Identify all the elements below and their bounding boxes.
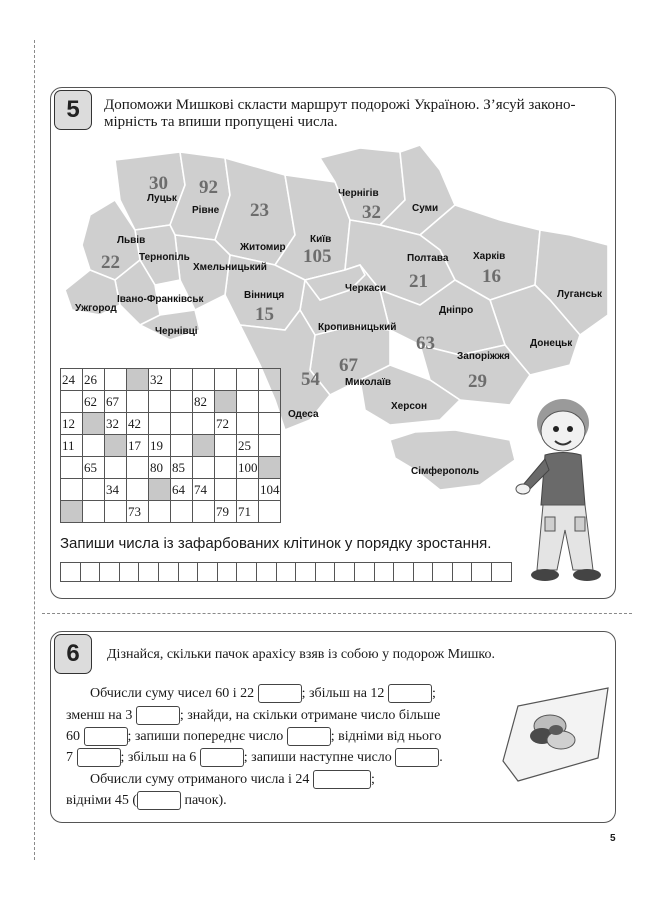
city-mykolaiv: Миколаїв — [345, 377, 392, 388]
grid-row — [61, 457, 281, 479]
city-zhytomyr: Житомир — [240, 242, 286, 253]
grid-cell[interactable] — [171, 501, 193, 523]
grid-cell[interactable] — [149, 413, 171, 435]
grid-cell: 80 — [149, 457, 171, 479]
grid-row — [61, 369, 281, 391]
answer-box[interactable] — [256, 562, 277, 582]
answer-box[interactable] — [99, 562, 120, 582]
grid-cell-shaded[interactable] — [259, 457, 281, 479]
task6-line1 — [66, 683, 491, 704]
grid-cell[interactable] — [237, 391, 259, 413]
grid-row — [61, 413, 281, 435]
answer-box[interactable] — [354, 562, 375, 582]
answer-box[interactable] — [158, 562, 179, 582]
city-poltava: Полтава — [407, 253, 449, 264]
region-number-mykolaiv: 67 — [339, 355, 358, 376]
grid-cell-shaded[interactable] — [105, 435, 127, 457]
answer-box[interactable] — [413, 562, 434, 582]
city-vinnytsia: Вінниця — [244, 290, 285, 301]
region-number-zhytomyr: 23 — [250, 200, 269, 221]
city-khmelnytskyi: Хмельницький — [193, 262, 267, 273]
city-lviv: Львів — [117, 235, 146, 246]
task6-number-badge: 6 — [54, 634, 92, 674]
region-number-zaporizhzhia: 29 — [468, 371, 487, 392]
task6-line4-text-a: 7 — [66, 750, 73, 765]
grid-cell[interactable] — [83, 479, 105, 501]
answer-box-packs[interactable] — [137, 791, 181, 810]
grid-cell: 73 — [127, 501, 149, 523]
task6-line3-text-b: ; запиши попереднє число — [127, 729, 284, 744]
grid-cell: 62 — [83, 391, 105, 413]
city-ivano-frankivsk: Івано-Франківськ — [117, 294, 204, 305]
grid-cell[interactable] — [259, 413, 281, 435]
grid-cell: 79 — [215, 501, 237, 523]
grid-cell: 32 — [149, 369, 171, 391]
city-kherson: Херсон — [391, 401, 428, 412]
answer-boxes-row — [60, 562, 511, 582]
answer-box-subtract[interactable] — [77, 748, 121, 767]
city-lutsk: Луцьк — [147, 193, 177, 204]
region-number-kharkiv: 16 — [482, 266, 501, 287]
task6-line6-text-b: пачок). — [184, 793, 227, 808]
answer-box[interactable] — [432, 562, 453, 582]
region-number-kyiv: 105 — [303, 246, 332, 267]
region-number-dnipro: 63 — [416, 333, 435, 354]
task6-line6-text-a: відніми 45 ( — [66, 793, 138, 808]
task6-line1-text-b: ; збільш на 12 — [301, 686, 385, 701]
grid-cell: 72 — [215, 413, 237, 435]
grid-cell[interactable] — [83, 501, 105, 523]
grid-cell[interactable] — [237, 413, 259, 435]
task6-line4-text-c: ; запиши наступне число — [243, 750, 392, 765]
city-uzhhorod: Ужгород — [75, 303, 117, 314]
grid-cell[interactable] — [171, 369, 193, 391]
city-dnipro: Дніпро — [439, 305, 474, 316]
task6-line5 — [66, 769, 491, 790]
section-divider — [42, 613, 632, 614]
task6-line5-text-b: ; — [370, 772, 375, 787]
grid-cell[interactable] — [105, 501, 127, 523]
grid-cell[interactable] — [193, 413, 215, 435]
grid-cell[interactable] — [171, 435, 193, 457]
grid-cell: 17 — [127, 435, 149, 457]
answer-box[interactable] — [315, 562, 336, 582]
answer-box[interactable] — [393, 562, 414, 582]
grid-cell[interactable] — [105, 457, 127, 479]
grid-cell: 19 — [149, 435, 171, 457]
answer-box[interactable] — [452, 562, 473, 582]
task6-title: Дізнайся, скільки пачок арахісу взяв із собою у подорож Мишко. — [107, 647, 495, 662]
grid-row — [61, 435, 281, 457]
city-ternopil: Тернопіль — [139, 252, 190, 263]
grid-cell-shaded[interactable] — [83, 413, 105, 435]
city-donetsk: Донецьк — [530, 338, 573, 349]
city-kropyvnytskyi: Кропивницький — [318, 322, 397, 333]
task6-line1-text-c: ; — [431, 686, 436, 701]
grid-cell[interactable] — [215, 479, 237, 501]
region-number-chernihiv: 32 — [362, 202, 381, 223]
grid-cell[interactable] — [127, 479, 149, 501]
answer-box[interactable] — [217, 562, 238, 582]
answer-box[interactable] — [119, 562, 140, 582]
answer-box[interactable] — [374, 562, 395, 582]
answer-box-previous[interactable] — [287, 727, 331, 746]
city-chernivtsi: Чернівці — [155, 326, 198, 337]
grid-cell-shaded[interactable] — [193, 435, 215, 457]
task6-line6 — [66, 790, 491, 811]
city-simferopol: Сімферополь — [411, 466, 480, 477]
task6-line3 — [66, 726, 491, 747]
grid-cell: 100 — [237, 457, 259, 479]
grid-cell[interactable] — [259, 369, 281, 391]
answer-box[interactable] — [276, 562, 297, 582]
grid-cell[interactable] — [127, 457, 149, 479]
answer-box[interactable] — [236, 562, 257, 582]
answer-box[interactable] — [491, 562, 512, 582]
grid-cell-shaded[interactable] — [127, 369, 149, 391]
answer-box-next[interactable] — [395, 748, 439, 767]
grid-cell[interactable] — [259, 435, 281, 457]
grid-row — [61, 501, 281, 523]
task6-line4-text-b: ; збільш на 6 — [120, 750, 197, 765]
task5-number-badge: 5 — [54, 90, 92, 130]
task6-line1-text-a: Обчисли суму чисел 60 і 22 — [90, 686, 255, 701]
task6-line2 — [66, 705, 491, 726]
region-number-odesa: 54 — [301, 369, 320, 390]
grid-cell: 26 — [83, 369, 105, 391]
region-number-vinnytsia: 15 — [255, 304, 274, 325]
task6-line3-text-a: 60 — [66, 729, 80, 744]
grid-cell[interactable] — [215, 435, 237, 457]
grid-cell: 24 — [61, 369, 83, 391]
number-grid — [60, 368, 281, 523]
answer-box[interactable] — [295, 562, 316, 582]
peanut-bag-illustration — [498, 686, 614, 786]
task6-line3-text-c: ; відніми від нього — [330, 729, 442, 744]
answer-box-sum-24[interactable] — [313, 770, 371, 789]
region-number-volyn: 30 — [149, 173, 168, 194]
answer-box-difference[interactable] — [84, 727, 128, 746]
city-luhansk: Луганськ — [557, 289, 603, 300]
answer-box[interactable] — [80, 562, 101, 582]
grid-cell[interactable] — [215, 457, 237, 479]
grid-cell: 42 — [127, 413, 149, 435]
grid-cell-shaded[interactable] — [215, 391, 237, 413]
grid-cell-shaded[interactable] — [61, 501, 83, 523]
grid-cell: 64 — [171, 479, 193, 501]
grid-cell[interactable] — [237, 479, 259, 501]
task6-line5-text-a: Обчисли суму отриманого числа і 24 — [90, 772, 310, 787]
grid-cell: 67 — [105, 391, 127, 413]
city-rivne: Рівне — [192, 205, 220, 216]
grid-cell[interactable] — [215, 369, 237, 391]
grid-cell[interactable] — [193, 501, 215, 523]
grid-cell: 71 — [237, 501, 259, 523]
region-crimea — [390, 430, 515, 490]
region-number-poltava: 21 — [409, 271, 428, 292]
grid-cell: 104 — [259, 479, 281, 501]
grid-cell: 82 — [193, 391, 215, 413]
grid-cell-shaded[interactable] — [149, 479, 171, 501]
grid-cell[interactable] — [259, 391, 281, 413]
grid-cell: 25 — [237, 435, 259, 457]
task6-line4 — [66, 747, 491, 768]
answer-box-sum[interactable] — [258, 684, 302, 703]
grid-cell[interactable] — [259, 501, 281, 523]
grid-cell[interactable] — [127, 391, 149, 413]
grid-cell[interactable] — [105, 369, 127, 391]
grid-cell: 74 — [193, 479, 215, 501]
boy-illustration — [515, 395, 615, 585]
grid-cell: 32 — [105, 413, 127, 435]
answer-box-increase-6[interactable] — [200, 748, 244, 767]
answer-box[interactable] — [60, 562, 81, 582]
answer-box[interactable] — [334, 562, 355, 582]
grid-cell: 34 — [105, 479, 127, 501]
region-number-rivne: 92 — [199, 177, 218, 198]
task5-text-line2: мірність та впиши пропущені числа. — [104, 114, 338, 130]
grid-cell[interactable] — [61, 391, 83, 413]
task5-instruction: Запиши числа із зафарбованих клітинок у порядку зростання. — [60, 535, 492, 552]
grid-row — [61, 479, 281, 501]
answer-box-decrease-3[interactable] — [136, 706, 180, 725]
answer-box[interactable] — [178, 562, 199, 582]
grid-cell[interactable] — [193, 369, 215, 391]
grid-cell[interactable] — [171, 391, 193, 413]
task6-line4-text-d: . — [439, 750, 443, 765]
grid-cell: 85 — [171, 457, 193, 479]
grid-cell: 11 — [61, 435, 83, 457]
grid-cell: 65 — [83, 457, 105, 479]
grid-cell[interactable] — [61, 457, 83, 479]
city-cherkasy: Черкаси — [345, 283, 386, 294]
task5-text-line1: Допоможи Мишкові скласти маршрут подорожі Україною. З’ясуй законо- — [104, 97, 576, 113]
answer-box-increase-12[interactable] — [388, 684, 432, 703]
city-odesa: Одеса — [288, 409, 319, 420]
answer-box[interactable] — [138, 562, 159, 582]
margin-line — [34, 40, 35, 860]
city-zaporizhzhia: Запоріжжя — [457, 351, 510, 362]
task6-line2-text-a: зменш на 3 — [66, 708, 133, 723]
grid-cell[interactable] — [171, 413, 193, 435]
city-kharkiv: Харків — [473, 251, 506, 262]
answer-box[interactable] — [197, 562, 218, 582]
page-number: 5 — [610, 833, 616, 844]
answer-box[interactable] — [471, 562, 492, 582]
city-chernihiv: Чернігів — [338, 188, 379, 199]
grid-cell: 12 — [61, 413, 83, 435]
grid-cell[interactable] — [149, 391, 171, 413]
city-sumy: Суми — [412, 203, 439, 214]
grid-cell[interactable] — [237, 369, 259, 391]
grid-cell[interactable] — [61, 479, 83, 501]
grid-cell[interactable] — [83, 435, 105, 457]
grid-cell[interactable] — [193, 457, 215, 479]
task6-line2-text-b: ; знайди, на скільки отримане число більше — [179, 708, 441, 723]
region-number-lviv: 22 — [101, 252, 120, 273]
city-kyiv: Київ — [310, 234, 332, 245]
grid-row — [61, 391, 281, 413]
grid-cell[interactable] — [149, 501, 171, 523]
